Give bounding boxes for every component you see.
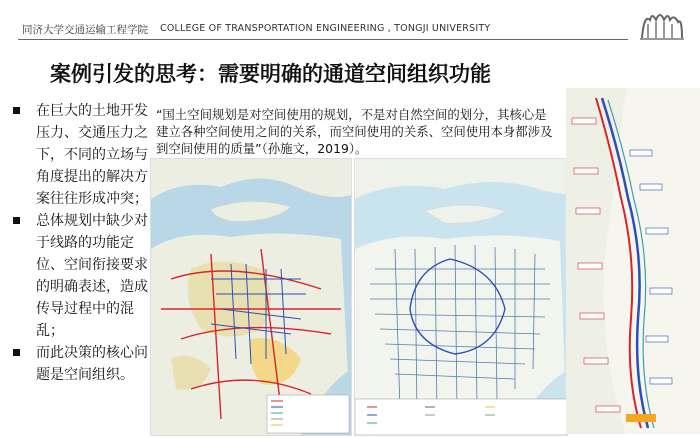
- bullet-item: [8, 100, 150, 210]
- tongji-logo-icon: [636, 8, 688, 42]
- bullet-text: 而此决策的核心问题是空间组织。: [36, 345, 148, 383]
- road-network-map-graphic: [355, 159, 567, 435]
- citation-quote: “国土空间规划是对空间使用的规划，不是对自然空间的划分，其核心是建立各种空间使用之间的关系，而空间使用的关系、空间使用本身都涉及到空间使用的质量”（孙施文，2019）。: [156, 107, 553, 156]
- school-name-cn: 同济大学交通运输工程学院: [22, 24, 148, 36]
- bullet-square-icon: [13, 107, 20, 114]
- header-divider: [18, 39, 628, 40]
- land-use-plan-map-graphic: [151, 159, 351, 435]
- bullet-text: 总体规划中缺少对于线路的功能定位、空间衔接要求的明确表述，造成传导过程中的混乱；: [36, 213, 148, 339]
- bullet-square-icon: [13, 217, 20, 224]
- bullet-text: 在巨大的土地开发压力、交通压力之下，不同的立场与角度提出的解决方案往往形成冲突；: [36, 103, 148, 207]
- bullet-list: [8, 100, 150, 386]
- road-network-map: [354, 158, 568, 436]
- bullet-item: [8, 342, 150, 386]
- slide-title: 案例引发的思考：需要明确的通道空间组织功能: [50, 62, 491, 86]
- corridor-alignment-graphic: [566, 88, 700, 434]
- slide-header: [0, 0, 700, 44]
- school-name-en: COLLEGE OF TRANSPORTATION ENGINEERING , TONGJI UNIVERSITY: [160, 23, 491, 34]
- bullet-square-icon: [13, 349, 20, 356]
- bullet-item: [8, 210, 150, 342]
- corridor-alignment-diagram: [566, 88, 700, 434]
- land-use-plan-map: [150, 158, 352, 436]
